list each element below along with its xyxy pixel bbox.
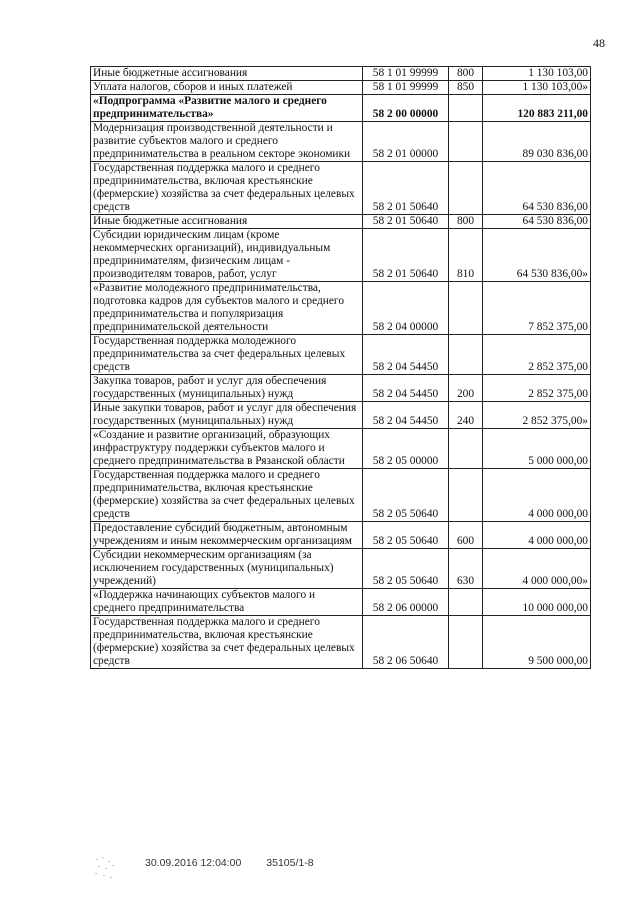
row-amount: 5 000 000,00 xyxy=(483,429,591,469)
row-name: «Развитие молодежного предпринимательства, подготовка кадров для субъектов малого и среднего предпринимательства и популяризация предпринимательской деятельности xyxy=(91,282,363,335)
row-name: Субсидии некоммерческим организациям (за исключением государственных (муниципальных) учреждений) xyxy=(91,549,363,589)
row-amount: 7 852 375,00 xyxy=(483,282,591,335)
row-type xyxy=(449,162,483,215)
row-type: 630 xyxy=(449,549,483,589)
row-name: Иные бюджетные ассигнования xyxy=(91,67,363,81)
table-row xyxy=(91,375,591,402)
row-name: Иные закупки товаров, работ и услуг для обеспечения государственных (муниципальных) нужд xyxy=(91,402,363,429)
table-row xyxy=(91,589,591,616)
table-row xyxy=(91,429,591,469)
row-code: 58 2 01 00000 xyxy=(363,122,449,162)
footer-datetime: 30.09.2016 12:04:00 xyxy=(145,857,242,869)
row-name: Модернизация производственной деятельности и развитие субъектов малого и среднего предпринимательства в реальном секторе экономики xyxy=(91,122,363,162)
row-code: 58 1 01 99999 xyxy=(363,67,449,81)
row-code: 58 2 05 50640 xyxy=(363,469,449,522)
row-type xyxy=(449,616,483,669)
row-code: 58 2 04 00000 xyxy=(363,282,449,335)
row-amount: 4 000 000,00» xyxy=(483,549,591,589)
row-amount: 9 500 000,00 xyxy=(483,616,591,669)
table-row xyxy=(91,469,591,522)
row-type xyxy=(449,122,483,162)
row-amount: 2 852 375,00» xyxy=(483,402,591,429)
row-name: Иные бюджетные ассигнования xyxy=(91,215,363,229)
budget-table xyxy=(90,66,591,669)
table-row xyxy=(91,335,591,375)
table-row xyxy=(91,616,591,669)
table-row xyxy=(91,215,591,229)
table-body xyxy=(91,67,591,669)
row-code: 58 2 00 00000 xyxy=(363,95,449,122)
table-row xyxy=(91,95,591,122)
row-code: 58 2 04 54450 xyxy=(363,402,449,429)
row-amount: 10 000 000,00 xyxy=(483,589,591,616)
row-type xyxy=(449,282,483,335)
row-code: 58 2 04 54450 xyxy=(363,335,449,375)
table-row xyxy=(91,282,591,335)
table-row xyxy=(91,67,591,81)
row-type: 240 xyxy=(449,402,483,429)
row-amount: 4 000 000,00 xyxy=(483,522,591,549)
row-code: 58 2 01 50640 xyxy=(363,229,449,282)
row-type: 810 xyxy=(449,229,483,282)
row-code: 58 2 05 50640 xyxy=(363,549,449,589)
row-amount: 120 883 211,00 xyxy=(483,95,591,122)
row-type xyxy=(449,429,483,469)
row-type xyxy=(449,95,483,122)
row-amount: 1 130 103,00» xyxy=(483,81,591,95)
table-row xyxy=(91,81,591,95)
footer xyxy=(145,857,336,869)
table-row xyxy=(91,229,591,282)
row-type: 600 xyxy=(449,522,483,549)
row-type xyxy=(449,335,483,375)
row-amount: 64 530 836,00 xyxy=(483,215,591,229)
row-amount: 2 852 375,00 xyxy=(483,335,591,375)
page-number: 48 xyxy=(593,36,605,50)
row-code: 58 2 06 50640 xyxy=(363,616,449,669)
row-code: 58 2 06 00000 xyxy=(363,589,449,616)
row-type: 850 xyxy=(449,81,483,95)
scan-mark xyxy=(93,855,119,881)
row-name: «Создание и развитие организаций, образующих инфраструктуру поддержки субъектов малого и среднего предпринимательства в Рязанской области xyxy=(91,429,363,469)
row-amount: 1 130 103,00 xyxy=(483,67,591,81)
row-type xyxy=(449,469,483,522)
table-row xyxy=(91,549,591,589)
footer-doc-id: 35105/1-8 xyxy=(266,857,314,869)
table-row xyxy=(91,122,591,162)
table-row xyxy=(91,162,591,215)
row-amount: 89 030 836,00 xyxy=(483,122,591,162)
row-code: 58 2 01 50640 xyxy=(363,215,449,229)
row-name: «Поддержка начинающих субъектов малого и среднего предпринимательства xyxy=(91,589,363,616)
row-type: 800 xyxy=(449,215,483,229)
table-row xyxy=(91,402,591,429)
row-code: 58 2 01 50640 xyxy=(363,162,449,215)
row-type: 200 xyxy=(449,375,483,402)
row-name: Субсидии юридическим лицам (кроме некоммерческих организаций), индивидуальным предпринимателям, физическим лицам - производителям товаров, работ, услуг xyxy=(91,229,363,282)
row-amount: 2 852 375,00 xyxy=(483,375,591,402)
row-name: Государственная поддержка молодежного предпринимательства за счет федеральных целевых средств xyxy=(91,335,363,375)
row-name: Предоставление субсидий бюджетным, автономным учреждениям и иным некоммерческим организациям xyxy=(91,522,363,549)
row-name: Государственная поддержка малого и среднего предпринимательства, включая крестьянские (фермерские) хозяйства за счет федеральных целевых средств xyxy=(91,162,363,215)
row-amount: 64 530 836,00 xyxy=(483,162,591,215)
row-name: Государственная поддержка малого и среднего предпринимательства, включая крестьянские (фермерские) хозяйства за счет федеральных целевых средств xyxy=(91,469,363,522)
row-type xyxy=(449,589,483,616)
row-amount: 4 000 000,00 xyxy=(483,469,591,522)
row-name: Закупка товаров, работ и услуг для обеспечения государственных (муниципальных) нужд xyxy=(91,375,363,402)
row-code: 58 1 01 99999 xyxy=(363,81,449,95)
row-code: 58 2 04 54450 xyxy=(363,375,449,402)
row-code: 58 2 05 50640 xyxy=(363,522,449,549)
row-name: Государственная поддержка малого и среднего предпринимательства, включая крестьянские (фермерские) хозяйства за счет федеральных целевых средств xyxy=(91,616,363,669)
row-type: 800 xyxy=(449,67,483,81)
row-code: 58 2 05 00000 xyxy=(363,429,449,469)
table-row xyxy=(91,522,591,549)
row-name: Уплата налогов, сборов и иных платежей xyxy=(91,81,363,95)
row-name: «Подпрограмма «Развитие малого и среднего предпринимательства» xyxy=(91,95,363,122)
row-amount: 64 530 836,00» xyxy=(483,229,591,282)
